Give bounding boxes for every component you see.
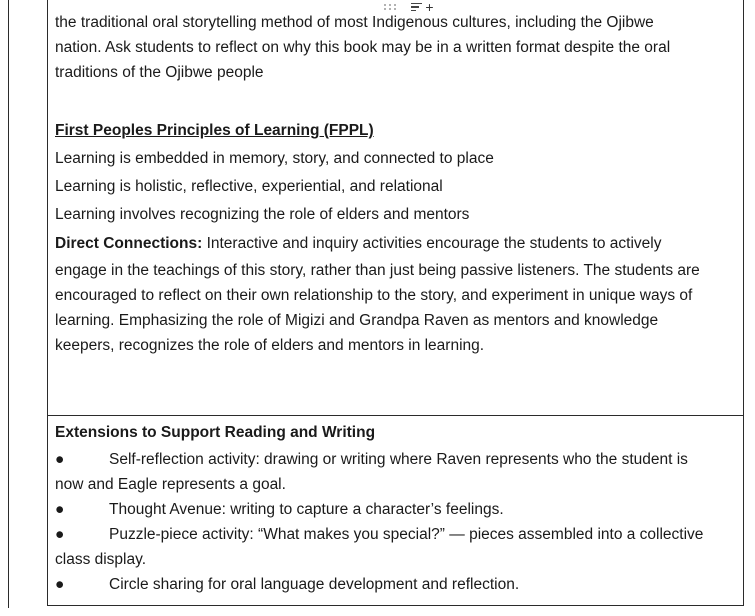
list-item-text: Thought Avenue: writing to capture a character’s feelings.	[109, 501, 504, 518]
direct-connections-text: keepers, recognizes the role of elders and mentors in learning.	[55, 337, 485, 354]
bullet-icon: ●	[55, 526, 65, 543]
direct-connections-label: Direct Connections:	[55, 235, 203, 252]
body-line: nation. Ask students to reflect on why this book may be in a written format despite the oral	[55, 39, 671, 56]
direct-connections-text: encouraged to reflect on their own relationship to the story, and experiment in unique ways of	[55, 287, 693, 304]
fppl-principle: Learning is embedded in memory, story, and connected to place	[55, 150, 494, 167]
list-item	[55, 572, 750, 597]
table-cell-fppl	[55, 10, 750, 358]
fppl-principle: Learning is holistic, reflective, experiential, and relational	[55, 178, 443, 195]
list-item-text: Circle sharing for oral language development and reflection.	[109, 576, 520, 593]
body-line: the traditional oral storytelling method of most Indigenous cultures, including the Ojibwe	[55, 14, 654, 31]
extensions-heading: Extensions to Support Reading and Writing	[55, 424, 376, 441]
list-item-continuation: class display.	[55, 551, 147, 568]
bullet-icon: ●	[55, 576, 65, 593]
direct-connections-text: learning. Emphasizing the role of Migizi and Grandpa Raven as mentors and knowledge	[55, 312, 659, 329]
table-bottom-border	[47, 605, 744, 606]
list-item	[55, 497, 750, 522]
list-item-continuation: now and Eagle represents a goal.	[55, 476, 286, 493]
direct-connections-line	[55, 229, 750, 258]
list-item-text: Puzzle-piece activity: “What makes you special?” — pieces assembled into a collective	[109, 526, 704, 543]
body-line: traditions of the Ojibwe people	[55, 64, 264, 81]
list-item	[55, 447, 750, 472]
table-column-divider	[47, 0, 48, 606]
table-cell-extensions	[55, 419, 750, 597]
list-item	[55, 522, 750, 547]
direct-connections-text: Interactive and inquiry activities encourage the students to actively	[202, 235, 662, 252]
bullet-icon: ●	[55, 501, 65, 518]
bullet-icon: ●	[55, 451, 65, 468]
table-left-border	[8, 0, 9, 608]
table-row-divider	[47, 415, 744, 416]
list-item-text: Self-reflection activity: drawing or writing where Raven represents who the student is	[109, 451, 688, 468]
plus-icon[interactable]: +	[425, 0, 434, 15]
fppl-heading: First Peoples Principles of Learning (FPPL)	[55, 122, 374, 139]
direct-connections-text: engage in the teachings of this story, rather than just being passive listeners. The students are	[55, 262, 700, 279]
fppl-principle: Learning involves recognizing the role of elders and mentors	[55, 206, 470, 223]
